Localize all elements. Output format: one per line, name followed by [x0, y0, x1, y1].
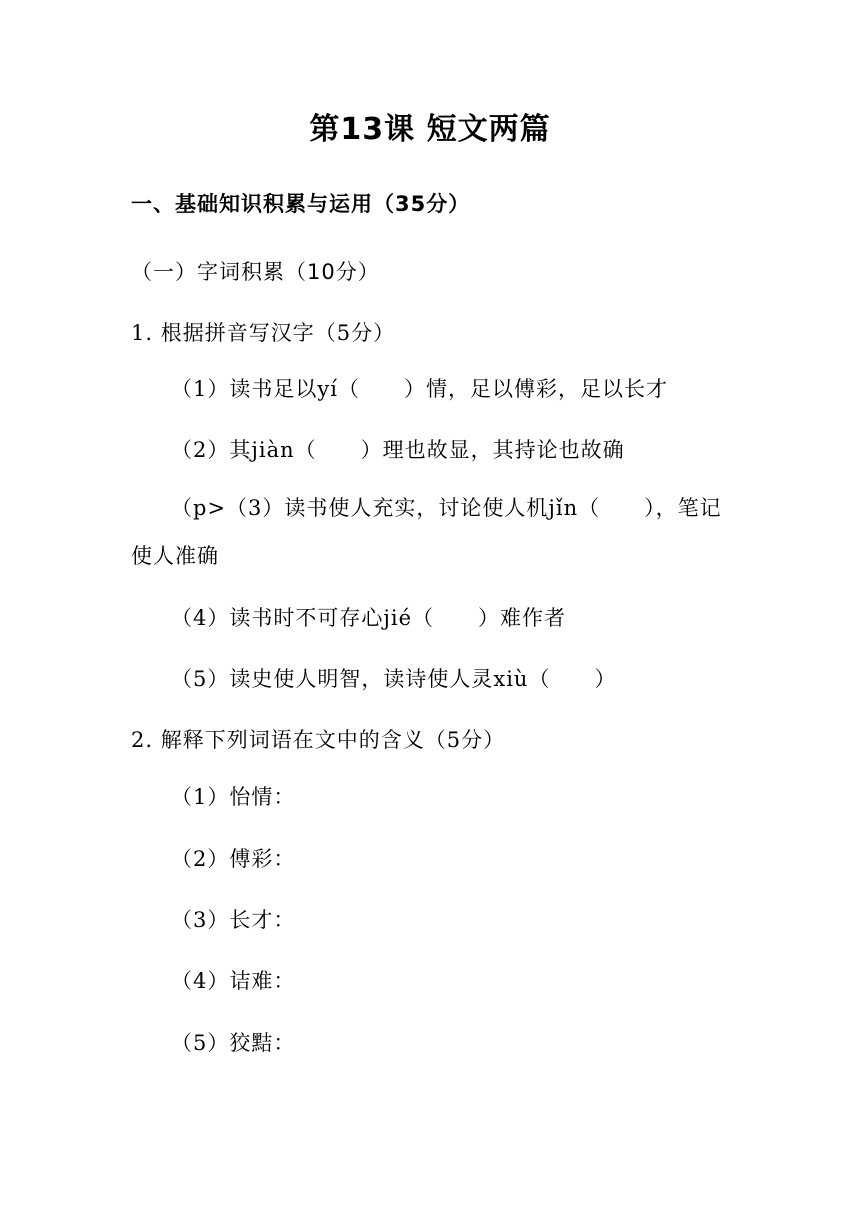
- question-2-item-5: （5）狡黠：: [171, 1031, 296, 1055]
- question-1-item-1: （1）读书足以yí（ ）情，足以傅彩，足以长才: [171, 377, 668, 401]
- question-2-item-2: （2）傅彩：: [171, 847, 296, 871]
- section-heading: 一、基础知识积累与运用（35分）: [131, 192, 471, 216]
- question-1-item-3: （p>（3）读书使人充实，讨论使人机jǐn（ ），笔记使人准确: [131, 496, 722, 568]
- page-title: 第13课 短文两篇: [309, 112, 551, 147]
- question-1-item-5: （5）读史使人明智，读诗使人灵xiù（ ）: [171, 667, 617, 691]
- question-2-prompt: 2. 解释下列词语在文中的含义（5分）: [131, 728, 506, 752]
- question-2-item-3: （3）长才：: [171, 908, 296, 932]
- question-1-prompt: 1. 根据拼音写汉字（5分）: [131, 321, 396, 345]
- subsection-heading: （一）字词积累（10分）: [131, 260, 380, 284]
- question-2-item-4: （4）诘难：: [171, 969, 296, 993]
- question-2-item-1: （1）怡情：: [171, 785, 296, 809]
- question-1-item-4: （4）读书时不可存心jié（ ）难作者: [171, 606, 567, 630]
- question-1-item-2: （2）其jiàn（ ）理也故显，其持论也故确: [171, 438, 625, 462]
